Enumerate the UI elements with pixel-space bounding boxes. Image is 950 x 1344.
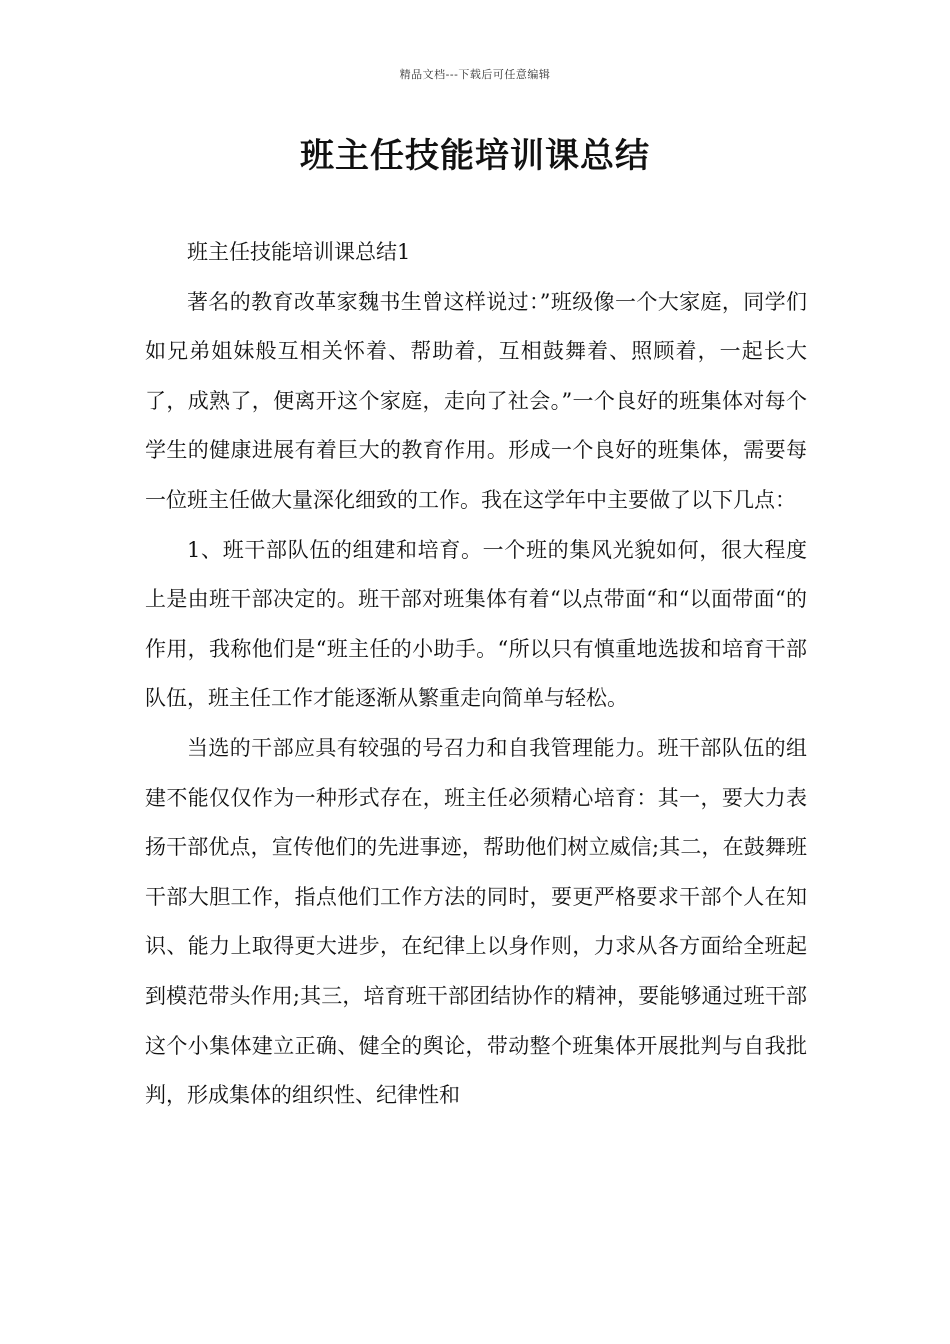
document-body bbox=[145, 228, 807, 1121]
document-title: 班主任技能培训课总结 bbox=[300, 136, 650, 176]
body-paragraph: 1、班干部队伍的组建和培育。一个班的集风光貌如何，很大程度上是由班干部决定的。班干部对班集体有着“以点带面“和“以面带面“的作用，我称他们是“班主任的小助手。“所以只有慎重地选拔和培育干部队伍，班主任工作才能逐渐从繁重走向简单与轻松。 bbox=[145, 537, 807, 711]
subtitle-paragraph: 班主任技能培训课总结1 bbox=[187, 240, 411, 264]
header-note: 精品文档---下载后可任意编辑 bbox=[399, 68, 551, 81]
body-paragraph: 当选的干部应具有较强的号召力和自我管理能力。班干部队伍的组建不能仅仅作为一种形式存在，班主任必须精心培育：其一，要大力表扬干部优点，宣传他们的先进事迹，帮助他们树立威信;其二，在鼓舞班干部大胆工作，指点他们工作方法的同时，要更严格要求干部个人在知识、能力上取得更大进步，在纪律上以身作则，力求从各方面给全班起到模范带头作用;其三，培育班干部团结协作的精神，要能够通过班干部这个小集体建立正确、健全的舆论，带动整个班集体开展批判与自我批判，形成集体的组织性、纪律性和 bbox=[145, 735, 807, 1108]
body-paragraph: 著名的教育改革家魏书生曾这样说过：”班级像一个大家庭，同学们如兄弟姐妹般互相关怀着、帮助着，互相鼓舞着、照顾着，一起长大了，成熟了，便离开这个家庭，走向了社会。”一个良好的班集体对每个学生的健康进展有着巨大的教育作用。形成一个良好的班集体，需要每一位班主任做大量深化细致的工作。我在这学年中主要做了以下几点： bbox=[145, 289, 807, 512]
